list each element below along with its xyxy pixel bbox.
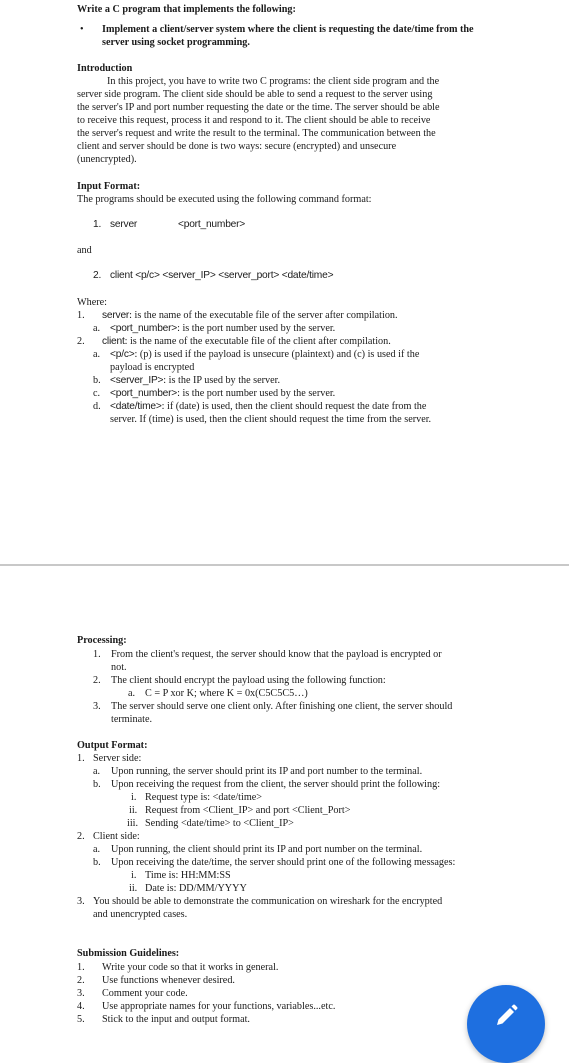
encryption-formula: C = P xor K; where K = 0x(C5C5C5…): [145, 688, 308, 699]
list-roman: ii.: [129, 805, 138, 816]
processing-item-1-cont: not.: [111, 662, 127, 673]
list-number: 2.: [93, 675, 101, 686]
intro-line: (unencrypted).: [77, 154, 137, 165]
output-item-2a: Upon running, the client should print its IP and port number on the terminal.: [111, 844, 423, 855]
output-heading: Output Format:: [77, 740, 148, 751]
intro-line: the server's request and write the result to the terminal. The communication between the: [77, 128, 436, 139]
where-item-1a: [110, 322, 335, 335]
list-letter: a.: [93, 844, 101, 855]
list-letter: b.: [93, 857, 101, 868]
output-item-1: Server side:: [93, 753, 142, 764]
processing-item-3: The server should serve one client only. After finishing one client, the server should: [111, 701, 453, 712]
where-item-number: 2.: [77, 336, 85, 347]
cmd2-number: 2.: [93, 270, 102, 281]
where-subitem-letter: a.: [93, 323, 101, 334]
cmd1-name: server: [110, 219, 138, 230]
list-number: 1.: [77, 753, 85, 764]
list-roman: i.: [131, 792, 137, 803]
document-page-2: [0, 566, 569, 1024]
list-letter: a.: [128, 688, 136, 699]
list-number: 2.: [77, 975, 85, 986]
intro-line: the server's IP and port number requesting the date or the time. The server should be able: [77, 102, 440, 113]
where-subitem-letter: c.: [93, 388, 101, 399]
list-letter: b.: [93, 779, 101, 790]
output-item-2b-i: Time is: HH:MM:SS: [145, 870, 231, 881]
where-item-2b: [110, 374, 280, 387]
submission-item-3: Comment your code.: [102, 988, 188, 999]
term-date-time-desc: : if (date) is used, then the client should request the date from the: [161, 401, 427, 412]
term-port-number: <port_number>: [110, 388, 178, 399]
term-server-desc: : is the name of the executable file of the server after compilation.: [129, 310, 398, 321]
list-number: 3.: [77, 896, 85, 907]
list-number: 1.: [93, 649, 101, 660]
term-port-number-desc: : is the port number used by the server.: [177, 388, 336, 399]
processing-item-1: From the client's request, the server should know that the payload is encrypted or: [111, 649, 442, 660]
where-item-2d: [110, 400, 426, 413]
output-item-1a: Upon running, the server should print its IP and port number to the terminal.: [111, 766, 423, 777]
edit-fab-button[interactable]: [467, 985, 545, 1063]
output-item-1b-iii: Sending <date/time> to <Client_IP>: [145, 818, 294, 829]
list-number: 3.: [77, 988, 85, 999]
term-server: server: [102, 310, 130, 321]
list-roman: ii.: [129, 883, 138, 894]
where-item-1: [102, 309, 398, 322]
bullet-dot: •: [80, 24, 84, 35]
term-pc-desc: : (p) is used if the payload is unsecure (plaintext) and (c) is used if the: [134, 349, 420, 360]
where-item-2a: [110, 348, 419, 361]
intro-line: client and server should be done is two ways: secure (encrypted) and unsecure: [77, 141, 397, 152]
submission-item-2: Use functions whenever desired.: [102, 975, 235, 986]
where-subitem-letter: b.: [93, 375, 101, 386]
assignment-header: Write a C program that implements the following:: [77, 4, 296, 15]
output-item-1b-ii: Request from <Client_IP> and port <Client_Port>: [145, 805, 351, 816]
list-number: 3.: [93, 701, 101, 712]
intro-line: In this project, you have to write two C programs: the client side program and the: [107, 76, 440, 87]
cmd2-text: client <p/c> <server_IP> <server_port> <date/time>: [110, 270, 334, 281]
submission-item-4: Use appropriate names for your functions, variables...etc.: [102, 1001, 336, 1012]
task-bullet: Implement a client/server system where the client is requesting the date/time from the server using socket programming.: [102, 24, 474, 48]
output-item-2b: Upon receiving the date/time, the server should print one of the following messages:: [111, 857, 456, 868]
output-item-2: Client side:: [93, 831, 140, 842]
term-client: client: [102, 336, 125, 347]
pencil-icon: [493, 1003, 519, 1029]
input-description: The programs should be executed using the following command format:: [77, 194, 372, 205]
intro-line: server side program. The client side should be able to send a request to the server using: [77, 89, 433, 100]
where-item-number: 1.: [77, 310, 85, 321]
cmd1-arg: <port_number>: [178, 219, 246, 230]
output-item-3-cont: and unencrypted cases.: [93, 909, 188, 920]
submission-item-1: Write your code so that it works in general.: [102, 962, 279, 973]
intro-heading: Introduction: [77, 63, 133, 74]
processing-heading: Processing:: [77, 635, 127, 646]
submission-heading: Submission Guidelines:: [77, 948, 180, 959]
list-number: 4.: [77, 1001, 85, 1012]
where-item-2d-cont: server. If (time) is used, then the client should request the time from the server.: [110, 414, 432, 425]
term-server-ip: <server_IP>: [110, 375, 164, 386]
where-item-2c: [110, 387, 335, 400]
term-date-time: <date/time>: [110, 401, 162, 412]
list-number: 2.: [77, 831, 85, 842]
term-port-number: <port_number>: [110, 323, 178, 334]
where-subitem-letter: d.: [93, 401, 101, 412]
where-subitem-letter: a.: [93, 349, 101, 360]
list-roman: iii.: [127, 818, 139, 829]
where-item-2: [102, 335, 391, 348]
output-item-1b: Upon receiving the request from the client, the server should print the following:: [111, 779, 441, 790]
list-number: 5.: [77, 1014, 85, 1025]
intro-line: to receive this request, process it and respond to it. The client should be able to receive: [77, 115, 431, 126]
cmd1-number: 1.: [93, 219, 102, 230]
output-item-3: You should be able to demonstrate the communication on wireshark for the encrypted: [93, 896, 443, 907]
list-letter: a.: [93, 766, 101, 777]
and-text: and: [77, 245, 92, 256]
input-heading: Input Format:: [77, 181, 141, 192]
output-item-1b-i: Request type is: <date/time>: [145, 792, 263, 803]
where-item-2a-cont: payload is encrypted: [110, 362, 195, 373]
output-item-2b-ii: Date is: DD/MM/YYYY: [145, 883, 247, 894]
term-client-desc: : is the name of the executable file of the client after compilation.: [124, 336, 391, 347]
submission-item-5: Stick to the input and output format.: [102, 1014, 250, 1025]
processing-item-2: The client should encrypt the payload using the following function:: [111, 675, 386, 686]
list-number: 1.: [77, 962, 85, 973]
term-port-number-desc: : is the port number used by the server.: [177, 323, 336, 334]
term-pc: <p/c>: [110, 349, 135, 360]
where-label: Where:: [77, 297, 107, 308]
term-server-ip-desc: : is the IP used by the server.: [163, 375, 281, 386]
list-roman: i.: [131, 870, 137, 881]
processing-item-3-cont: terminate.: [111, 714, 153, 725]
